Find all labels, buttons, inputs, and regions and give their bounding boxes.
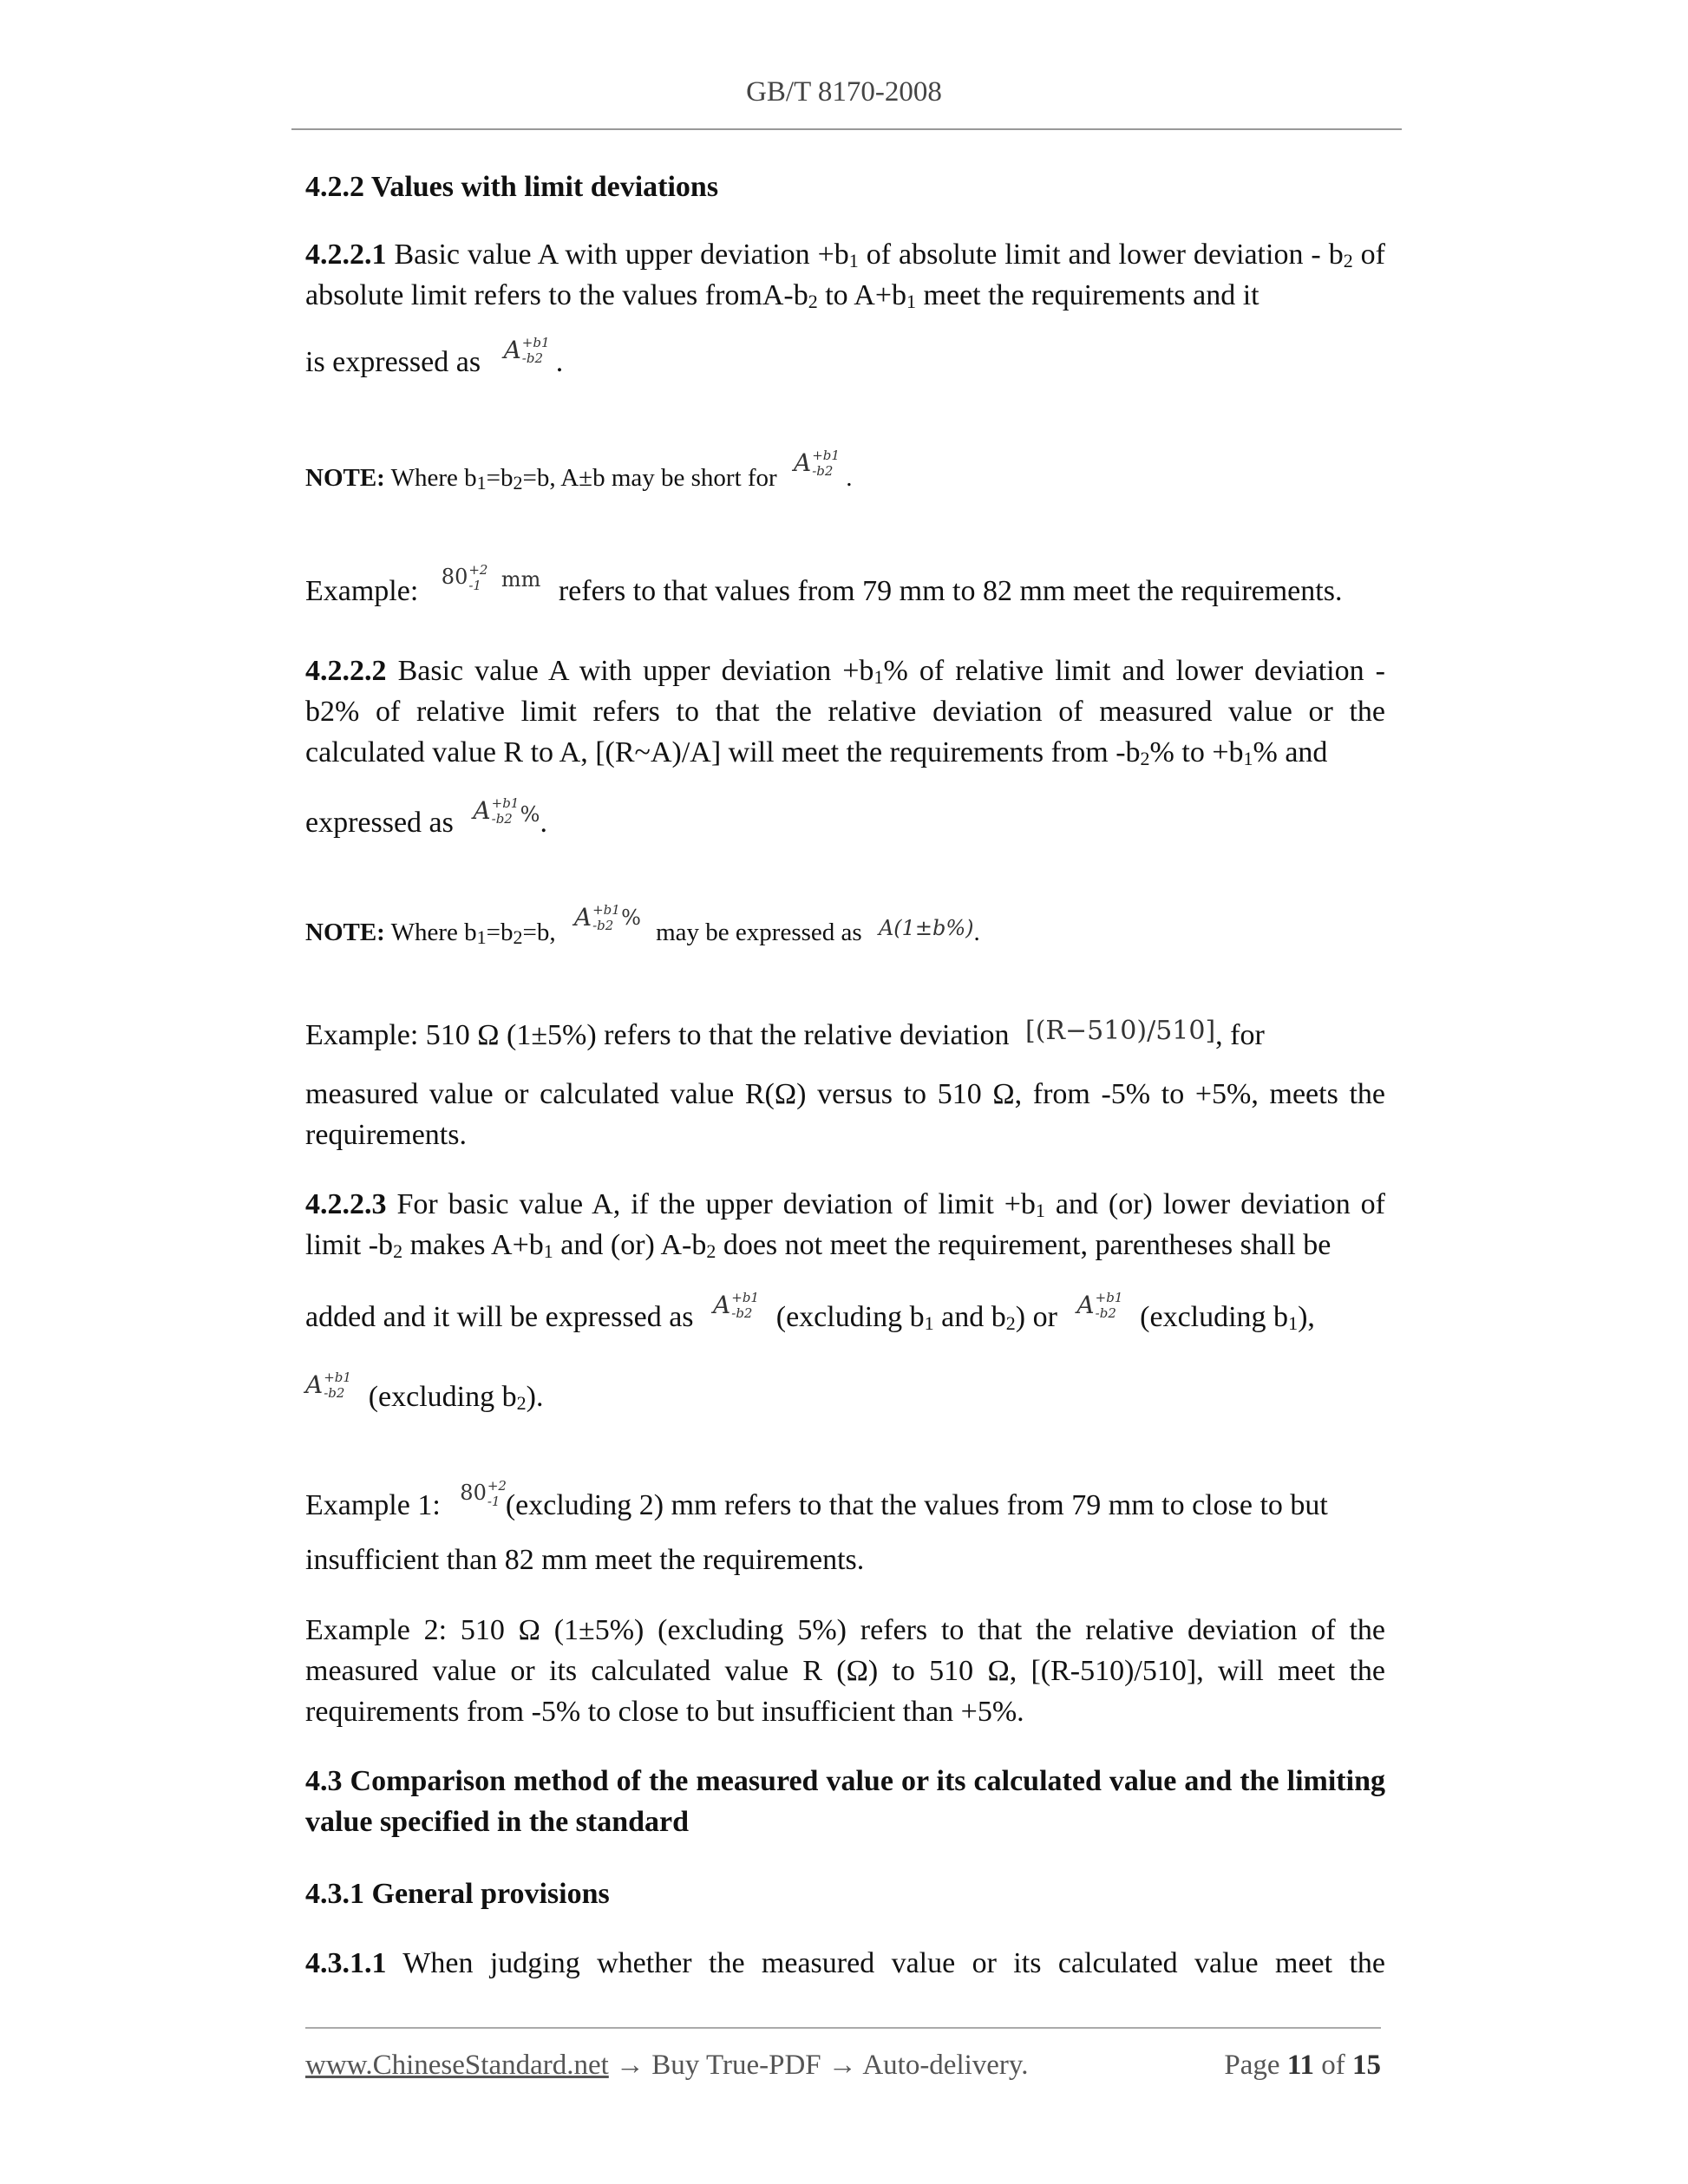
subscript: 1 — [848, 250, 859, 271]
example-label: Example: — [305, 575, 419, 607]
page-header: GB/T 8170-2008 — [746, 76, 942, 108]
text: expressed as — [305, 807, 454, 839]
text: Basic value A with upper deviation +b — [394, 239, 849, 271]
note-2: NOTE: Where $b_1=b_2=b$, A +b1 -b2 % may be expressed as $^{A(1\pm b\%)}$. — [305, 912, 1385, 955]
formula-relative-deviation: [(R−510)/510] — [1024, 1016, 1216, 1046]
delivery-text: Auto-delivery. — [862, 2050, 1029, 2081]
text: of absolute limit refers to the values fromA-b — [305, 239, 1385, 311]
section-4-2-2-2: 4.2.2.2 Basic value A with upper deviation $+b_1\%$ of relative limit and lower deviation - b2% of relative limit refers to that the relative deviation of measured value or the calculated value R to A, [(R~A)/A] will meet the requirements from $-b_2\%$ to $+b_1\%$ and — [305, 655, 1386, 769]
section-4-3-1-heading: 4.3.1 General provisions — [305, 1878, 610, 1910]
note-label: NOTE: — [305, 919, 385, 946]
formula-a-pct: A +b1 -b2 — [573, 902, 620, 933]
formula-a-b1-b2: A +b1 -b2 — [793, 448, 840, 479]
page-footer — [305, 2050, 1381, 2082]
buy-text: Buy True-PDF — [651, 2050, 821, 2081]
text: of absolute limit and lower deviation - — [858, 239, 1321, 271]
example-1-continued: insufficient than 82 mm meet the requirements. — [305, 1544, 865, 1576]
expressed-as-line-2: expressed as A +b1 -b2 %. — [305, 802, 1385, 846]
footer-divider — [305, 2027, 1381, 2029]
section-4-3-1-1: 4.3.1.1 When judging whether the measured value or its calculated value meet the — [305, 1947, 1386, 1979]
section-4-2-2-heading — [305, 167, 1385, 207]
formula-a-b1-b2: A +b1 -b2 — [503, 335, 550, 366]
subscript: 2 — [1343, 250, 1353, 271]
text: to A+b — [817, 279, 907, 311]
note-label: NOTE: — [305, 464, 385, 492]
example-1-80: Example 1: 80 +2 -1 (excluding 2) mm refers to that the values from 79 mm to close to but — [305, 1485, 1385, 1526]
example-2-510: Example: 510 Ω (1±5%) refers to that the relative deviation [(R−510)/510], for — [305, 1016, 1265, 1051]
formula-a-pct: A +b1 -b2 — [473, 795, 520, 827]
section-4-3-heading: 4.3 Comparison method of the measured value or its calculated value and the limiting value specified in the standard — [305, 1765, 1385, 1838]
site-link[interactable]: www.ChineseStandard.net — [305, 2050, 609, 2081]
expressed-as-line-4: A +b1 -b2 (excluding $b_2$). — [305, 1376, 1385, 1419]
expressed-as-line: is expressed as A +b1 -b2 . — [305, 342, 1385, 384]
clause-number: 4.2.2.3 — [305, 1188, 387, 1220]
section-4-2-2-3: 4.2.2.3 For basic value A, if the upper deviation of limit $+b_1$ and (or) lower deviation of limit $-b_2$ makes $A+b_1$ and (or) $A-b_2$ does not meet the requirement, parentheses shall be — [305, 1188, 1385, 1262]
unit: mm — [501, 567, 541, 592]
formula-a-b1-b2: A +b1 -b2 — [713, 1290, 759, 1321]
subscript: 2 — [808, 291, 818, 312]
example-1 — [305, 562, 1385, 614]
formula-80: 80 +2 -1 — [460, 1478, 507, 1509]
arrow-icon: → — [616, 2050, 645, 2081]
note-1: NOTE: Where $b_1=b_2=b$, A±b may be short for A +b1 -b2 . — [305, 458, 1385, 500]
text: is expressed as — [305, 346, 481, 378]
formula-a-b1-b2: A +b1 -b2 — [1076, 1290, 1123, 1321]
formula-a-1-b-pct: A(1±b%) — [878, 916, 974, 940]
expressed-as-line-3: added and it will be expressed as A +b1 -b2 (excluding $b_1$ and $b_2$) or A +b1 -b2 (excluding $b_1$), — [305, 1297, 1385, 1339]
page-number: Page 11 of 15 — [1224, 2050, 1381, 2081]
formula-a-b1-b2: A +b1 -b2 — [305, 1370, 351, 1401]
example-2-continued: measured value or calculated value R(Ω) versus to 510 Ω, from -5% to +5%, meets the requirements. — [305, 1078, 1385, 1151]
clause-number: 4.2.2.1 — [305, 239, 387, 271]
arrow-icon: → — [828, 2050, 857, 2081]
heading-text: 4.2.2 Values with limit deviations — [305, 171, 719, 203]
subscript: 1 — [906, 291, 917, 312]
text: meet the requirements and it — [916, 279, 1259, 311]
text: b — [1328, 239, 1344, 271]
clause-number: 4.3.1.1 — [305, 1947, 387, 1979]
section-4-2-2-1 — [305, 234, 1385, 316]
clause-number: 4.2.2.2 — [305, 655, 387, 687]
example-2-excluding: Example 2: 510 Ω (1±5%) (excluding 5%) refers to that the relative deviation of the measured value or its calculated value R (Ω) to 510 Ω, [(R-510)/510], will meet the requirements from -5% to close to but insufficient than +5%. — [305, 1614, 1385, 1728]
paragraph — [305, 234, 1385, 316]
formula-80: 80 +2 -1 — [441, 562, 488, 593]
header-divider — [291, 128, 1402, 130]
text: Where b — [390, 464, 477, 492]
text: refers to that values from 79 mm to 82 mm meet the requirements. — [558, 575, 1343, 607]
